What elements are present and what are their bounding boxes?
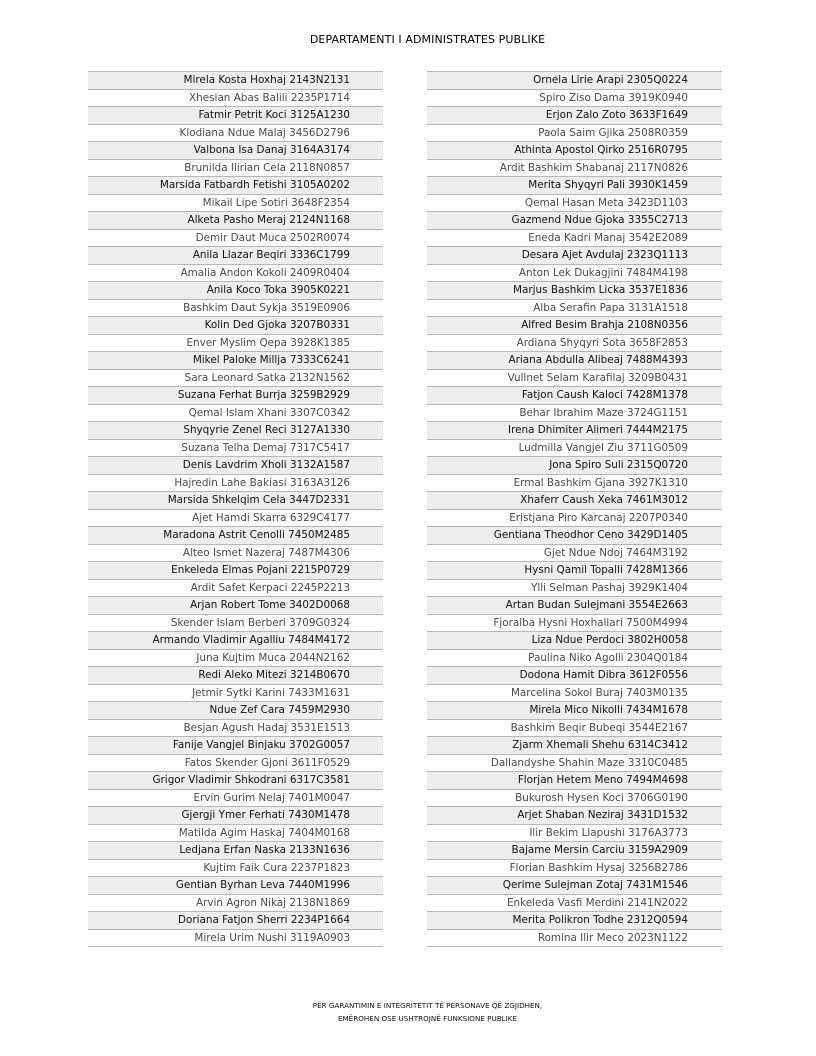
list-item: Fjoralba Hysni Hoxhallari 7500M4994 <box>427 615 722 633</box>
list-item: Anton Lek Dukagjini 7484M4198 <box>427 265 722 283</box>
list-item: Xhesian Abas Balili 2235P1714 <box>88 90 383 108</box>
list-item: Hysni Qamil Topalli 7428M1366 <box>427 562 722 580</box>
list-item: Merita Shyqyri Pali 3930K1459 <box>427 177 722 195</box>
list-item: Dodona Hamit Dibra 3612F0556 <box>427 667 722 685</box>
list-item: Arjan Robert Tome 3402D0068 <box>88 597 383 615</box>
list-item: Fatjon Caush Kaloci 7428M1378 <box>427 387 722 405</box>
list-item: Marjus Bashkim Licka 3537E1836 <box>427 282 722 300</box>
list-item: Bajame Mersin Carciu 3159A2909 <box>427 842 722 860</box>
list-item: Kujtim Faik Cura 2237P1823 <box>88 860 383 878</box>
list-item: Romina Ilir Meco 2023N1122 <box>427 930 722 948</box>
list-item: Paulina Niko Agolli 2304Q0184 <box>427 650 722 668</box>
list-item: Spiro Ziso Dama 3919K0940 <box>427 90 722 108</box>
list-item: Eristjana Piro Karcanaj 2207P0340 <box>427 510 722 528</box>
list-item: Ilir Bekim Llapushi 3176A3773 <box>427 825 722 843</box>
list-item: Ornela Lirie Arapi 2305Q0224 <box>427 71 722 90</box>
list-item: Ermal Bashkim Gjana 3927K1310 <box>427 475 722 493</box>
names-column-right <box>427 71 722 947</box>
list-item: Suzana Ferhat Burrja 3259B2929 <box>88 387 383 405</box>
list-item: Marcelina Sokol Buraj 7403M0135 <box>427 685 722 703</box>
list-item: Ndue Zef Cara 7459M2930 <box>88 702 383 720</box>
list-item: Jetmir Sytki Karini 7433M1631 <box>88 685 383 703</box>
list-item: Eneda Kadri Manaj 3542E2089 <box>427 230 722 248</box>
list-item: Matilda Agim Haskaj 7404M0168 <box>88 825 383 843</box>
list-item: Alfred Besim Brahja 2108N0356 <box>427 317 722 335</box>
list-item: Ardit Bashkim Shabanaj 2117N0826 <box>427 160 722 178</box>
list-item: Anila Llazar Beqiri 3336C1799 <box>88 247 383 265</box>
list-item: Denis Lavdrim Xholi 3132A1587 <box>88 457 383 475</box>
list-item: Florian Bashkim Hysaj 3256B2786 <box>427 860 722 878</box>
list-item: Juna Kujtim Muca 2044N2162 <box>88 650 383 668</box>
list-item: Brunilda Ilirian Cela 2118N0857 <box>88 160 383 178</box>
list-item: Vullnet Selam Karafilaj 3209B0431 <box>427 370 722 388</box>
list-item: Alketa Pasho Meraj 2124N1168 <box>88 212 383 230</box>
list-item: Mirela Urim Nushi 3119A0903 <box>88 930 383 948</box>
list-item: Hajredin Lahe Bakiasi 3163A3126 <box>88 475 383 493</box>
list-item: Mirela Kosta Hoxhaj 2143N2131 <box>88 71 383 90</box>
list-item: Kolin Ded Gjoka 3207B0331 <box>88 317 383 335</box>
list-item: Merita Polikron Todhe 2312Q0594 <box>427 912 722 930</box>
list-item: Demir Daut Muca 2502R0074 <box>88 230 383 248</box>
list-item: Enkeleda Vasfi Merdini 2141N2022 <box>427 895 722 913</box>
list-item: Ajet Hamdi Skarra 6329C4177 <box>88 510 383 528</box>
list-item: Bashkim Daut Sykja 3519E0906 <box>88 300 383 318</box>
list-item: Marsida Shkelqim Cela 3447D2331 <box>88 492 383 510</box>
list-item: Paola Saim Gjika 2508R0359 <box>427 125 722 143</box>
page-footer <box>0 999 816 1025</box>
list-item: Fatos Skender Gjoni 3611F0529 <box>88 755 383 773</box>
list-item: Artan Budan Sulejmani 3554E2663 <box>427 597 722 615</box>
list-item: Alba Serafin Papa 3131A1518 <box>427 300 722 318</box>
list-item: Ervin Gurim Nelaj 7401M0047 <box>88 790 383 808</box>
list-item: Qerime Sulejman Zotaj 7431M1546 <box>427 877 722 895</box>
list-item: Mikail Lipe Sotiri 3648F2354 <box>88 195 383 213</box>
list-item: Mirela Mico Nikolli 7434M1678 <box>427 702 722 720</box>
list-item: Doriana Fatjon Sherri 2234P1664 <box>88 912 383 930</box>
list-item: Bashkim Beqir Bubeqi 3544E2167 <box>427 720 722 738</box>
list-item: Marsida Fatbardh Fetishi 3105A0202 <box>88 177 383 195</box>
list-item: Enkeleda Elmas Pojani 2215P0729 <box>88 562 383 580</box>
list-item: Ludmilla Vangjel Ziu 3711G0509 <box>427 440 722 458</box>
names-column-left <box>88 71 383 947</box>
list-item: Klodiana Ndue Malaj 3456D2796 <box>88 125 383 143</box>
list-item: Anila Koco Toka 3905K0221 <box>88 282 383 300</box>
list-item: Amalia Andon Kokoli 2409R0404 <box>88 265 383 283</box>
list-item: Dallandyshe Shahin Maze 3310C0485 <box>427 755 722 773</box>
list-item: Zjarm Xhemali Shehu 6314C3412 <box>427 737 722 755</box>
list-item: Ardit Safet Kerpaci 2245P2213 <box>88 580 383 598</box>
list-item: Fatmir Petrit Koci 3125A1230 <box>88 107 383 125</box>
list-item: Gentiana Theodhor Ceno 3429D1405 <box>427 527 722 545</box>
list-item: Grigor Vladimir Shkodrani 6317C3581 <box>88 772 383 790</box>
list-item: Mikel Paloke Millja 7333C6241 <box>88 352 383 370</box>
list-item: Gjet Ndue Ndoj 7464M3192 <box>427 545 722 563</box>
list-item: Desara Ajet Avdulaj 2323Q1113 <box>427 247 722 265</box>
list-item: Florjan Hetem Meno 7494M4698 <box>427 772 722 790</box>
list-item: Valbona Isa Danaj 3164A3174 <box>88 142 383 160</box>
list-item: Ledjana Erfan Naska 2133N1636 <box>88 842 383 860</box>
footer-line-1: PËR GARANTIMIN E INTEGRITETIT TË PERSONAVE QË ZGJIDHEN, <box>312 1001 543 1010</box>
list-item: Behar Ibrahim Maze 3724G1151 <box>427 405 722 423</box>
list-item: Arvin Agron Nikaj 2138N1869 <box>88 895 383 913</box>
list-item: Jona Spiro Suli 2315Q0720 <box>427 457 722 475</box>
list-item: Bukurosh Hysen Koci 3706G0190 <box>427 790 722 808</box>
list-item: Xhaferr Caush Xeka 7461M3012 <box>427 492 722 510</box>
list-item: Skender Islam Berberi 3709G0324 <box>88 615 383 633</box>
list-item: Fanije Vangjel Binjaku 3702G0057 <box>88 737 383 755</box>
list-item: Liza Ndue Perdoci 3802H0058 <box>427 632 722 650</box>
list-item: Armando Vladimir Agalliu 7484M4172 <box>88 632 383 650</box>
list-item: Maradona Astrit Cenolli 7450M2485 <box>88 527 383 545</box>
list-item: Sara Leonard Satka 2132N1562 <box>88 370 383 388</box>
page-title: DEPARTAMENTI I ADMINISTRATES PUBLIKE <box>309 33 546 46</box>
list-item: Ardiana Shyqyri Sota 3658F2853 <box>427 335 722 353</box>
list-item: Alteo Ismet Nazeraj 7487M4306 <box>88 545 383 563</box>
list-item: Enver Myslim Qepa 3928K1385 <box>88 335 383 353</box>
list-item: Gentian Byrhan Leva 7440M1996 <box>88 877 383 895</box>
list-item: Qemal Hasan Meta 3423D1103 <box>427 195 722 213</box>
list-item: Besjan Agush Hadaj 3531E1513 <box>88 720 383 738</box>
list-item: Shyqyrie Zenel Reci 3127A1330 <box>88 422 383 440</box>
list-item: Redi Aleko Mitezi 3214B0670 <box>88 667 383 685</box>
list-item: Erjon Zalo Zoto 3633F1649 <box>427 107 722 125</box>
list-item: Ariana Abdulla Alibeaj 7488M4393 <box>427 352 722 370</box>
list-item: Athinta Apostol Qirko 2516R0795 <box>427 142 722 160</box>
list-item: Ylli Selman Pashaj 3929K1404 <box>427 580 722 598</box>
list-item: Gjergji Ymer Ferhati 7430M1478 <box>88 807 383 825</box>
list-item: Suzana Telha Demaj 7317C5417 <box>88 440 383 458</box>
footer-line-2: EMËROHEN OSE USHTROJNË FUNKSIONE PUBLIKE <box>337 1014 518 1023</box>
list-item: Arjet Shaban Neziraj 3431D1532 <box>427 807 722 825</box>
list-item: Irena Dhimiter Alimeri 7444M2175 <box>427 422 722 440</box>
list-item: Gazmend Ndue Gjoka 3355C2713 <box>427 212 722 230</box>
list-item: Qemal Islam Xhani 3307C0342 <box>88 405 383 423</box>
